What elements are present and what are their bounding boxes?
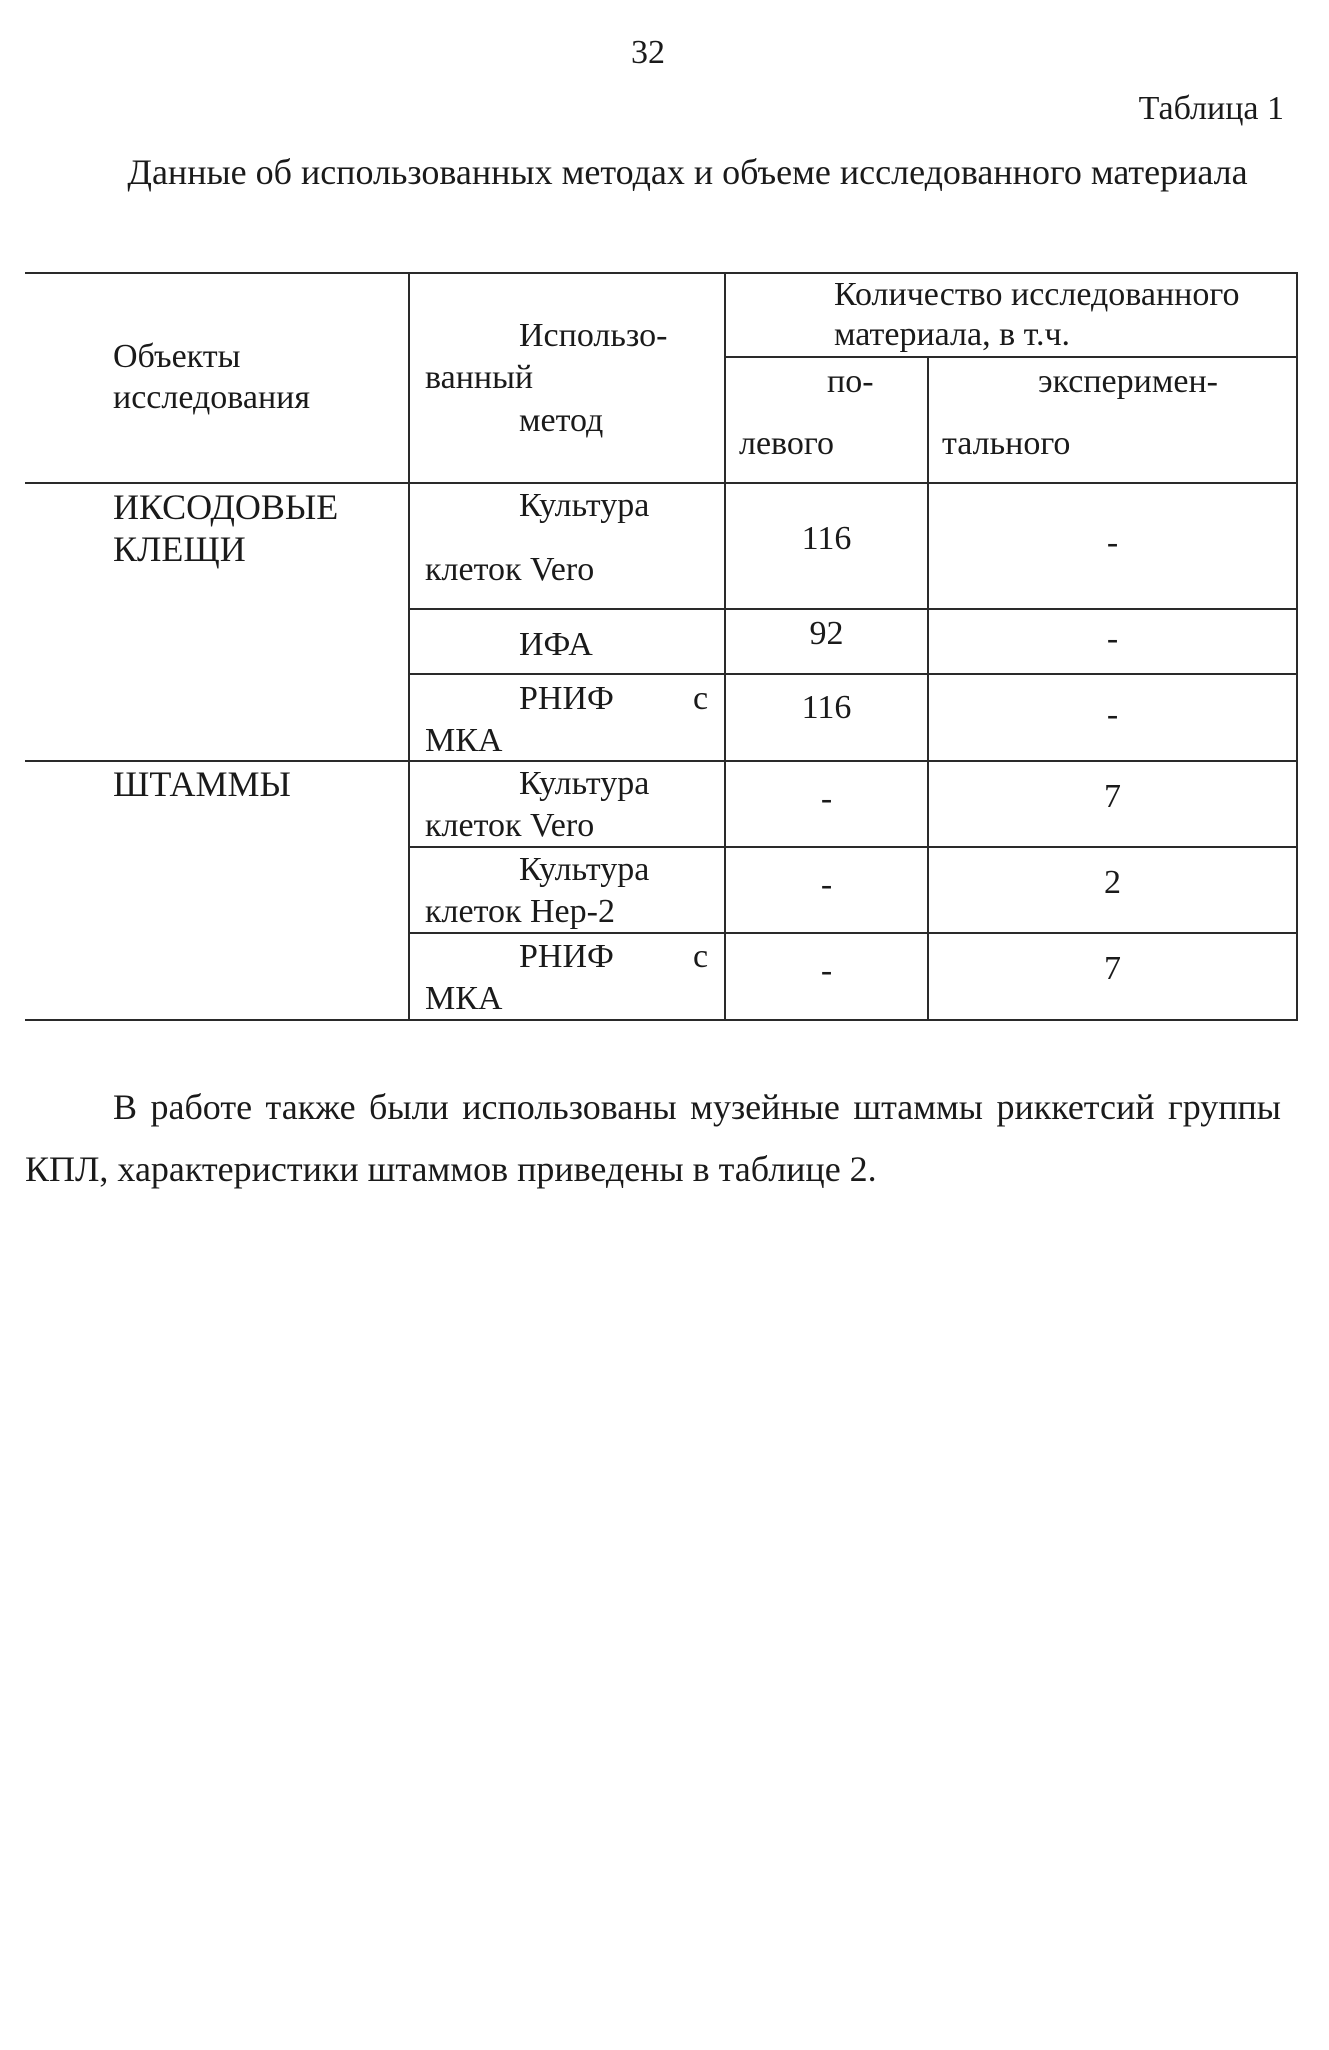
body-paragraph-line2: КПЛ, характеристики штаммов приведены в таблице 2.: [25, 1149, 877, 1189]
experimental-value: 7: [1104, 950, 1121, 987]
field-value: -: [820, 866, 833, 903]
header-method-line3: метод: [519, 402, 604, 439]
method-cell: Культура: [519, 851, 650, 888]
page-number: 32: [631, 34, 665, 71]
method-cell: МКА: [425, 722, 503, 759]
group-ticks-label-line1: ИКСОДОВЫЕ: [113, 487, 339, 527]
experimental-value: -: [1106, 696, 1119, 733]
method-cell: РНИФ: [519, 680, 614, 717]
method-cell: клеток Vero: [425, 551, 595, 588]
method-cell: РНИФ: [519, 938, 614, 975]
experimental-value: 7: [1104, 778, 1121, 815]
header-method-line2: ванный: [425, 359, 534, 396]
header-objects-line1: Объекты: [113, 338, 241, 375]
group-strains-label: ШТАММЫ: [113, 764, 291, 804]
header-quantity-line2: материала, в т.ч.: [834, 316, 1071, 353]
field-value: 92: [809, 615, 844, 652]
method-cell: с: [693, 938, 709, 975]
experimental-value: -: [1106, 620, 1119, 657]
table-caption: Данные об использованных методах и объеме исследованного материала: [127, 152, 1248, 192]
method-cell: МКА: [425, 980, 503, 1017]
experimental-value: -: [1106, 524, 1119, 561]
field-value: -: [820, 780, 833, 817]
table-label: Таблица 1: [1138, 90, 1284, 127]
group-ticks-label-line2: КЛЕЩИ: [113, 529, 246, 569]
header-field-line2: левого: [739, 425, 834, 462]
header-experimental-line1: эксперимен-: [1038, 363, 1218, 400]
method-cell: клеток Vero: [425, 807, 595, 844]
table-bottom-border: [25, 1019, 1298, 1021]
header-objects-line2: исследования: [113, 379, 311, 416]
header-experimental-line2: тального: [942, 425, 1071, 462]
experimental-value: 2: [1104, 864, 1121, 901]
method-cell: ИФА: [519, 626, 593, 663]
header-field-line1: по-: [827, 363, 874, 400]
method-cell: Культура: [519, 487, 650, 524]
method-cell: с: [693, 680, 709, 717]
table-top-border: [25, 272, 1298, 274]
field-value: 116: [801, 689, 852, 726]
header-method-line1: Использо-: [519, 317, 668, 354]
header-quantity-line1: Количество исследованного: [834, 276, 1240, 313]
method-cell: Культура: [519, 765, 650, 802]
body-paragraph-line1: В работе также были использованы музейные штаммы риккетсий группы: [113, 1087, 1281, 1127]
field-value: -: [820, 952, 833, 989]
method-cell: клеток Hep-2: [425, 893, 615, 930]
field-value: 116: [801, 520, 852, 557]
